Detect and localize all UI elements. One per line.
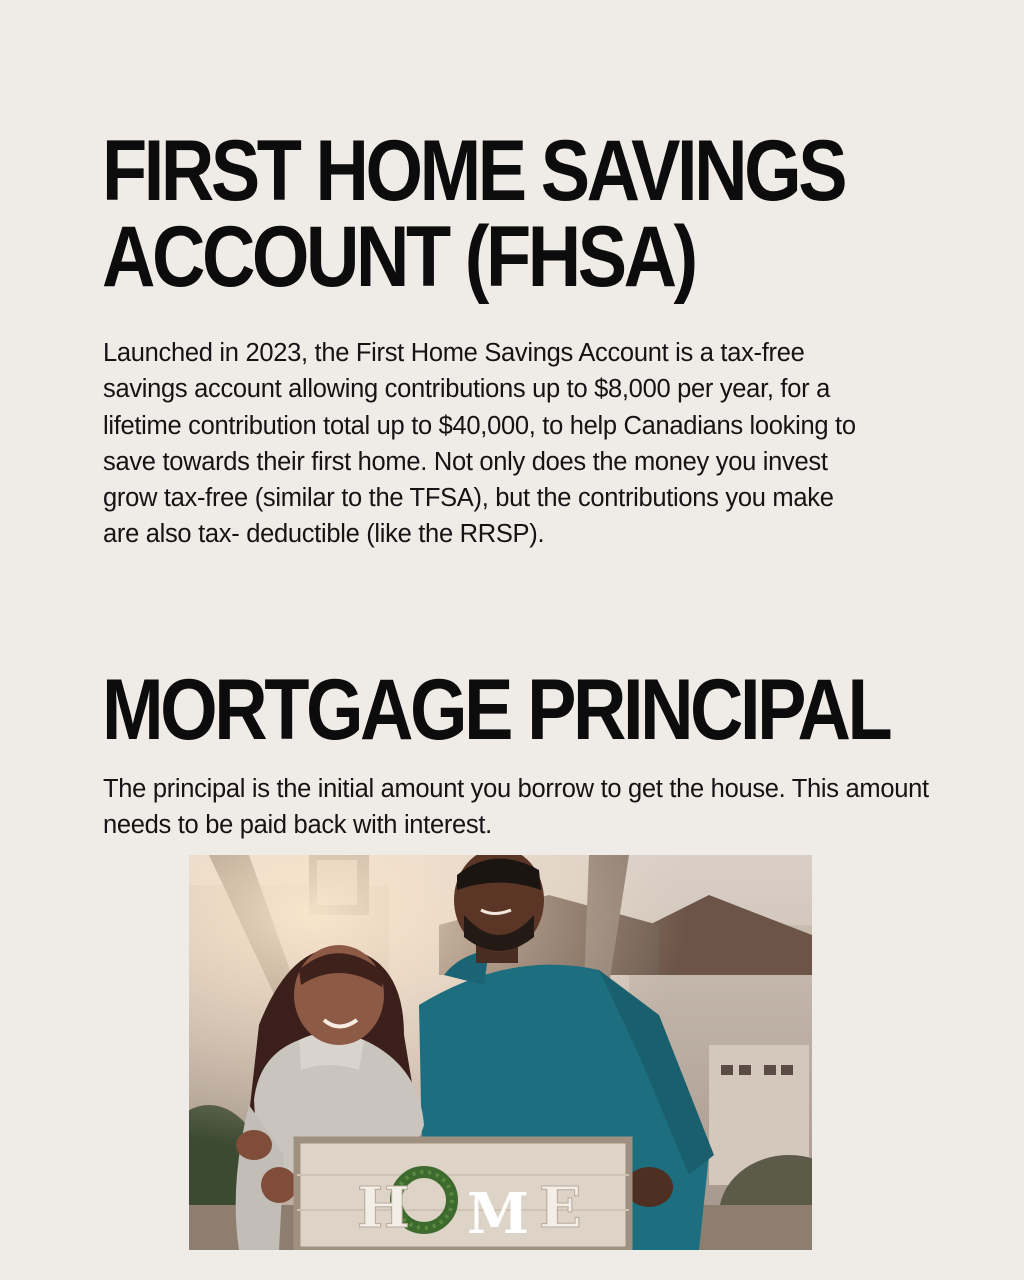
mortgage-principal-description: The principal is the initial amount you borrow to get the house. This amount needs to be paid back with interest. [103,775,929,840]
fhsa-heading-line-2: ACCOUNT (FHSA) [102,209,695,305]
fhsa-description: Launched in 2023, the First Home Savings Account is a tax-free savings account allowing contributions up to $8,000 per year, for a lifetime contribution total up to $40,000, to help Canadians looking to save towards their first home. Not only does the money you invest grow tax-free (similar to the TFSA), but the contributions you make are also tax- deductible (like the RRSP). [103,339,856,549]
fhsa-heading-line-1: FIRST HOME SAVINGS [102,123,845,219]
sign-letter-e: E [539,1175,582,1241]
mortgage-principal-heading: MORTGAGE PRINCIPAL [102,662,890,758]
sign-letter-m: M [467,1181,529,1247]
sign-letter-h: H [357,1175,410,1241]
fhsa-heading [102,123,845,305]
couple-holding-home-sign-photo [189,855,812,1250]
